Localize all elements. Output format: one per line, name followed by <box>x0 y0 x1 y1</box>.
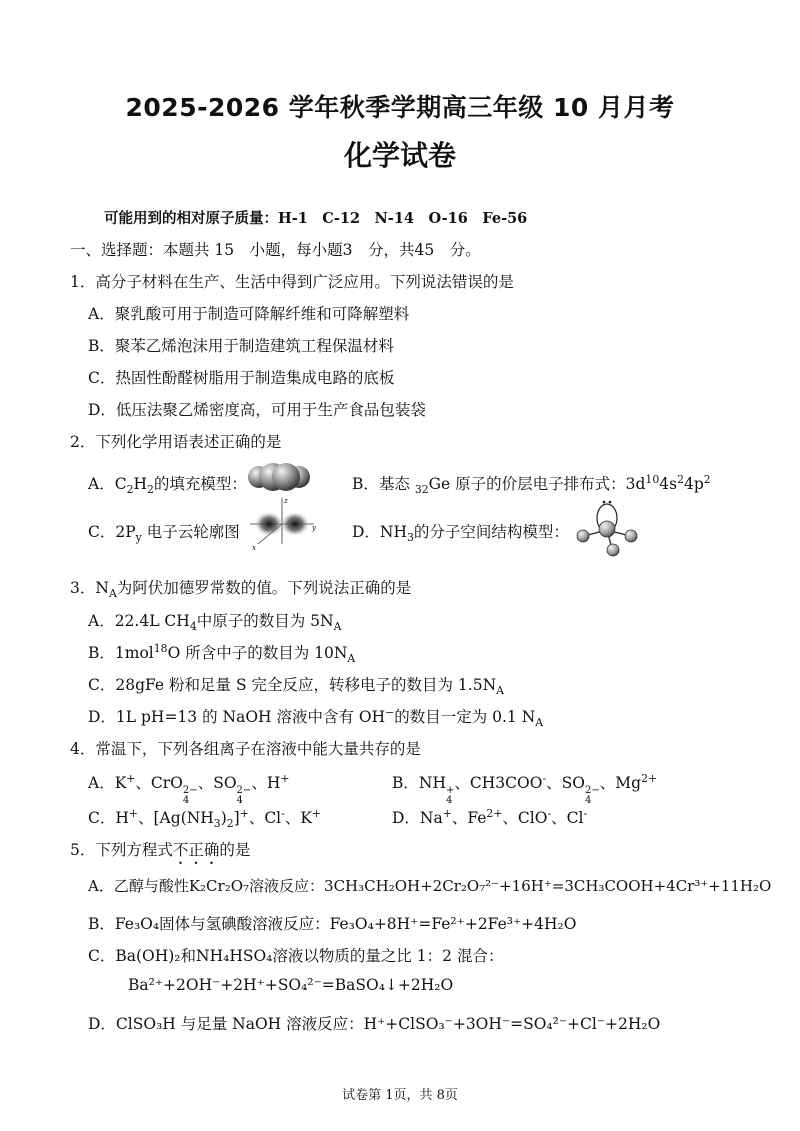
q2-option-b: B．基态 $_{32}$Ge 原子的价层电子排布式：$3d^{10}4s^24p^2$ <box>352 472 711 497</box>
q4-stem: 4．常温下，下列各组离子在溶液中能大量共存的是 <box>70 740 421 758</box>
q5-option-a: A．乙醇与酸性K₂Cr₂O₇溶液反应：3CH₃CH₂OH+2Cr₂O₇²⁻+16H⁺=3CH₃COOH+4Cr³⁺+11H₂O <box>88 877 772 895</box>
q3-option-d: D．1L pH=13 的 NaOH 溶液中含有 OH−的数目一定为 0.1 $N_A$ <box>88 705 544 730</box>
q5-stem: 5．下列方程式不正确的是 <box>70 841 251 859</box>
axis-z-label: z <box>284 497 288 505</box>
q3-option-a: A．22.4L $CH_4$中原子的数目为 $5N_A$ <box>88 612 342 634</box>
q4-option-c: C．H+、$[Ag(NH_3)_2]^+$、Cl-、K+ <box>88 806 321 831</box>
q4-option-a: A．K+、CrO 2− 4 、SO 2− 4 、H+ <box>88 771 290 807</box>
q2-option-a: A．$C_2H_2$的填充模型： <box>88 475 247 497</box>
q5-option-c: C．Ba(OH)₂和NH₄HSO₄溶液以物质的量之比 1：2 混合： <box>88 947 504 965</box>
q1-option-b: B．聚苯乙烯泡沫用于制造建筑工程保温材料 <box>88 337 394 355</box>
q3-option-c: C．28gFe 粉和足量 S 完全反应，转移电子的数目为 $1.5N_A$ <box>88 676 504 698</box>
axis-x-label: x <box>252 544 256 552</box>
q1-option-d: D．低压法聚乙烯密度高，可用于生产食品包装袋 <box>88 401 426 419</box>
exam-subject: 化学试卷 <box>343 139 456 172</box>
section-heading: 一、选择题：本题共 15 小题，每小题3 分，共45 分。 <box>70 241 481 259</box>
q4-option-d: D．Na+、$Fe^{2+}$、ClO-、Cl- <box>392 806 588 827</box>
q5-option-b: B．Fe₃O₄固体与氢碘酸溶液反应：Fe₃O₄+8H⁺=Fe²⁺+2Fe³⁺+4H₂O <box>88 915 577 933</box>
q3-option-b: B．1mol$^{18}$O 所含中子的数目为 $10N_A$ <box>88 641 356 666</box>
q3-stem: 3．$N_A$为阿伏加德罗常数的值。下列说法正确的是 <box>70 579 412 601</box>
q2-option-c: C．$2P_y$ 电子云轮廓图 <box>88 523 240 545</box>
q5-option-d: D．ClSO₃H 与足量 NaOH 溶液反应：H⁺+ClSO₃⁻+3OH⁻=SO₄²⁻+Cl⁻+2H₂O <box>88 1015 661 1033</box>
atomic-masses: 可能用到的相对原子质量：H-1 C-12 N-14 O-16 Fe-56 <box>104 210 528 227</box>
q1-option-c: C．热固性酚醛树脂用于制造集成电路的底板 <box>88 369 395 387</box>
axis-y-label: y <box>312 524 316 532</box>
2py-electron-cloud-icon <box>244 494 320 554</box>
q2-option-d: D．$NH_3$的分子空间结构模型： <box>352 523 569 545</box>
q2-stem: 2．下列化学用语表述正确的是 <box>70 433 282 451</box>
q5-option-c-equation: Ba²⁺+2OH⁻+2H⁺+SO₄²⁻=BaSO₄↓+2H₂O <box>128 976 454 994</box>
q4-option-b: B．NH + 4 、CH3COO-、SO 2− 4 、$Mg^{2+}$ <box>392 771 658 807</box>
exam-title: 2025-2026 学年秋季学期高三年级 10 月月考 <box>125 93 675 122</box>
q1-stem: 1．高分子材料在生产、生活中得到广泛应用。下列说法错误的是 <box>70 273 514 291</box>
page-footer: 试卷第 1页，共 8页 <box>342 1088 458 1103</box>
q1-option-a: A．聚乳酸可用于制造可降解纤维和可降解塑料 <box>88 305 410 323</box>
nh3-molecular-model-icon <box>574 496 640 558</box>
c2h2-filling-model-icon <box>246 458 312 496</box>
